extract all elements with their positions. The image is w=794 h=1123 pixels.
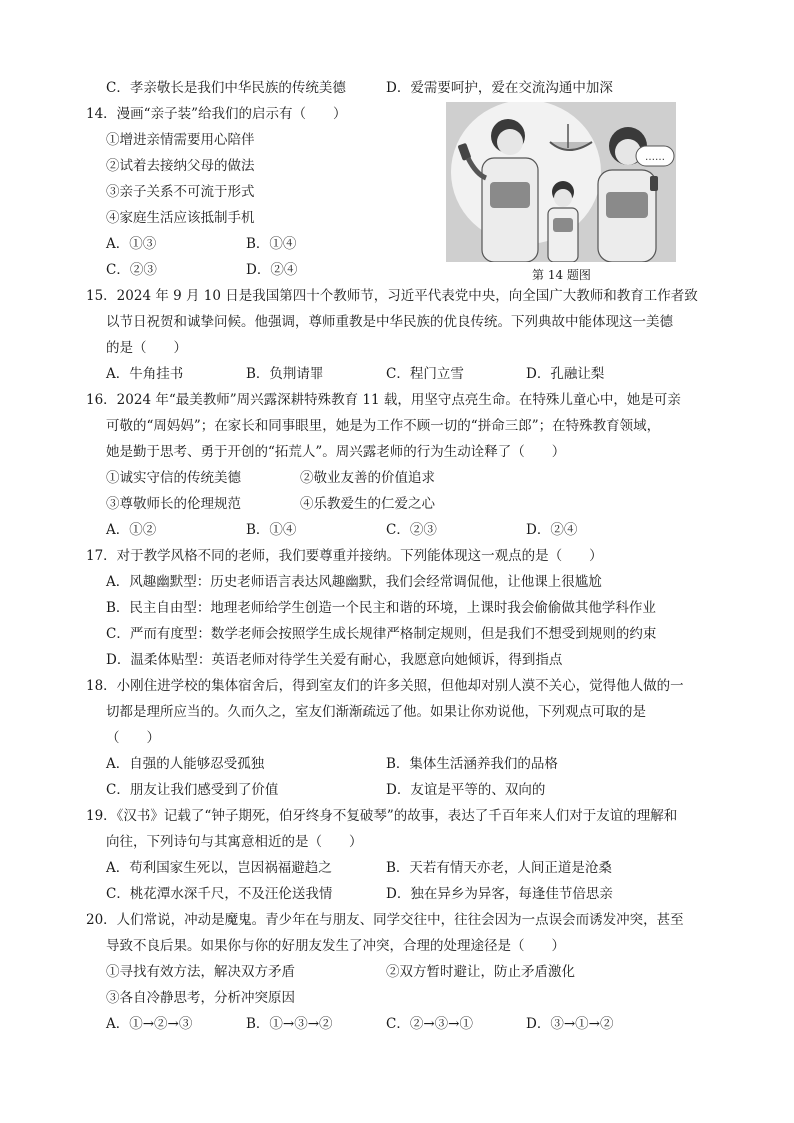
q20-option-d: D．③→①→② <box>526 1016 614 1032</box>
q14-stem: 14．漫画“亲子装”给我们的启示有（ ） <box>86 106 347 122</box>
q15-stem-line-3: 的是（ ） <box>106 340 187 356</box>
q19-option-a: A．苟利国家生死以，岂因祸福避趋之 <box>106 860 332 876</box>
q19-option-c: C．桃花潭水深千尺，不及汪伦送我情 <box>106 886 333 902</box>
q17-option-d: D．温柔体贴型：英语老师对待学生关爱有耐心，我愿意向她倾诉，得到指点 <box>106 652 563 668</box>
q17-option-b: B．民主自由型：地理老师给学生创造一个民主和谐的环境，上课时我会偷偷做其他学科作业 <box>106 600 656 616</box>
parent-child-outfit-cartoon <box>446 102 676 262</box>
q19-option-d: D．独在异乡为异客，每逢佳节倍思亲 <box>386 886 613 902</box>
q13-option-c: C．孝亲敬长是我们中华民族的传统美德 <box>106 80 346 96</box>
q18-option-a: A．自强的人能够忍受孤独 <box>106 756 265 772</box>
q15-option-b: B．负荆请罪 <box>246 366 324 382</box>
q14-option-c: C．②③ <box>106 262 157 278</box>
q15-option-c: C．程门立雪 <box>386 366 464 382</box>
q16-item-1: ①诚实守信的传统美德 <box>106 470 241 486</box>
q20-stem-line-1: 20．人们常说，冲动是魔鬼。青少年在与朋友、同学交往中，往往会因为一点误会而诱发冲突，甚至 <box>86 912 684 928</box>
q19-stem-line-1: 19．《汉书》记载了“钟子期死，伯牙终身不复破琴”的故事，表达了千百年来人们对于友谊的理解和 <box>86 808 678 824</box>
q19-stem-line-2: 向往，下列诗句与其寓意相近的是（ ） <box>106 834 363 850</box>
q16-item-2: ②敬业友善的价值追求 <box>300 470 435 486</box>
q16-item-4: ④乐教爱生的仁爱之心 <box>300 496 435 512</box>
q20-option-c: C．②→③→① <box>386 1016 473 1032</box>
q14-option-a: A．①③ <box>106 236 157 252</box>
q20-item-2: ②双方暂时避让，防止矛盾激化 <box>386 964 575 980</box>
q15-stem-line-2: 以节日祝贺和诚挚问候。他强调，尊师重教是中华民族的优良传统。下列典故中能体现这一美德 <box>106 314 673 330</box>
q16-option-c: C．②③ <box>386 522 437 538</box>
q18-option-d: D．友谊是平等的、双向的 <box>386 782 546 798</box>
q17-stem: 17．对于教学风格不同的老师，我们要尊重并接纳。下列能体现这一观点的是（ ） <box>86 548 603 564</box>
q16-stem-line-2: 可敬的“周妈妈”；在家长和同事眼里，她是为工作不顾一切的“拼命三郎”；在特殊教育领域， <box>106 418 661 434</box>
q16-stem-line-1: 16．2024 年“最美教师”周兴露深耕特殊教育 11 载，用坚守点亮生命。在特殊儿童心中，她是可亲 <box>86 392 681 408</box>
q14-item-3: ③亲子关系不可流于形式 <box>106 184 255 200</box>
q15-option-a: A．牛角挂书 <box>106 366 184 382</box>
q13-option-d: D．爱需要呵护，爱在交流沟通中加深 <box>386 80 613 96</box>
q14-item-2: ②试着去接纳父母的做法 <box>106 158 255 174</box>
q15-stem-line-1: 15．2024 年 9 月 10 日是我国第四十个教师节，习近平代表党中央，向全国广大教师和教育工作者致 <box>86 288 698 304</box>
cartoon-illustration <box>446 102 676 262</box>
q14-item-4: ④家庭生活应该抵制手机 <box>106 210 255 226</box>
q14-option-d: D．②④ <box>246 262 298 278</box>
speech-bubble-text: …… <box>645 152 665 163</box>
q18-option-c: C．朋友让我们感受到了价值 <box>106 782 279 798</box>
q18-stem-line-2: 切都是理所应当的。久而久之，室友们渐渐疏远了他。如果让你劝说他，下列观点可取的是 <box>106 704 646 720</box>
q15-option-d: D．孔融让梨 <box>526 366 605 382</box>
q20-item-1: ①寻找有效方法，解决双方矛盾 <box>106 964 295 980</box>
q14-option-b: B．①④ <box>246 236 297 252</box>
q14-item-1: ①增进亲情需要用心陪伴 <box>106 132 255 148</box>
q18-stem-line-1: 18．小刚住进学校的集体宿舍后，得到室友们的许多关照，但他却对别人漠不关心，觉得他人做的一 <box>86 678 684 694</box>
q16-stem-line-3: 她是勤于思考、勇于开创的“拓荒人”。周兴露老师的行为生动诠释了（ ） <box>106 444 566 460</box>
q16-option-d: D．②④ <box>526 522 578 538</box>
q16-option-a: A．①② <box>106 522 157 538</box>
q18-stem-line-3: （ ） <box>106 730 160 746</box>
q17-option-c: C．严而有度型：数学老师会按照学生成长规律严格制定规则，但是我们不想受到规则的约束 <box>106 626 657 642</box>
q19-option-b: B．天若有情天亦老，人间正道是沧桑 <box>386 860 612 876</box>
q16-item-3: ③尊敬师长的伦理规范 <box>106 496 241 512</box>
q17-option-a: A．风趣幽默型：历史老师语言表达风趣幽默，我们会经常调侃他，让他课上很尴尬 <box>106 574 602 590</box>
q14-figure-caption: 第 14 题图 <box>532 268 591 282</box>
q20-item-3: ③各自冷静思考，分析冲突原因 <box>106 990 295 1006</box>
q20-stem-line-2: 导致不良后果。如果你与你的好朋友发生了冲突，合理的处理途径是（ ） <box>106 938 565 954</box>
q16-option-b: B．①④ <box>246 522 297 538</box>
q20-option-b: B．①→③→② <box>246 1016 333 1032</box>
q20-option-a: A．①→②→③ <box>106 1016 193 1032</box>
q18-option-b: B．集体生活涵养我们的品格 <box>386 756 558 772</box>
